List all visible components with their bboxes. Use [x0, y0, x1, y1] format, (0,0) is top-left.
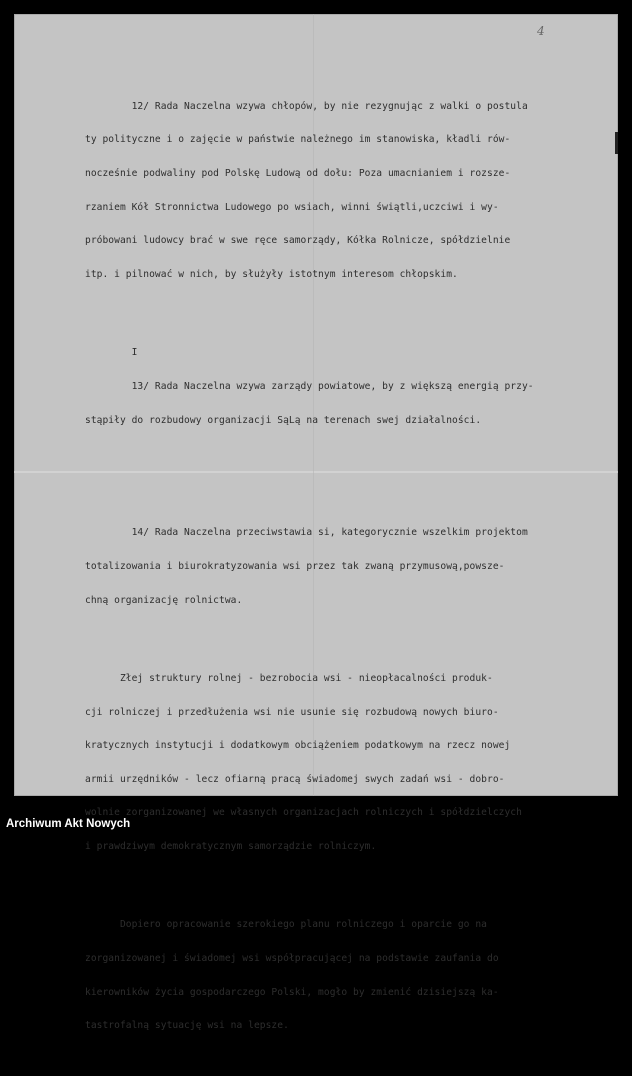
- archive-name: Archiwum Akt Nowych: [6, 818, 131, 830]
- text-line: nocześnie podwaliny pod Polskę Ludową od dołu: Poza umacnianiem i rozsze-: [85, 168, 511, 180]
- text-line: rzaniem Kół Stronnictwa Ludowego po wsiach, winni świątli,uczciwi i wy-: [85, 201, 499, 213]
- text-line: 13/ Rada Naczelna wzywa zarządy powiatowe, by z większą energią przy-: [85, 380, 534, 392]
- text-line: kratycznych instytucji i dodatkowym obciążeniem podatkowym na rzecz nowej: [85, 740, 511, 752]
- text-line: 12/ Rada Naczelna wzywa chłopów, by nie rezygnując z walki o postula: [85, 100, 528, 112]
- text-line: chną organizację rolnictwa.: [85, 594, 243, 606]
- text-line: 14/ Rada Naczelna przeciwstawia si, kategorycznie wszelkim projektom: [85, 527, 528, 539]
- text-line: wolnie zorganizowanej we własnych organizacjach rolniczych i spółdzielczych: [85, 807, 522, 819]
- paragraph-14: [85, 505, 615, 628]
- typewritten-text: [85, 56, 615, 1076]
- text-line: ty polityczne i o zajęcie w państwie należnego im stanowiska, kładli rów-: [85, 134, 511, 146]
- archive-footer: [0, 812, 632, 840]
- paper-edge-mark: [615, 132, 618, 154]
- text-line: i prawdziwym demokratycznym samorządzie rolniczym.: [85, 841, 377, 853]
- text-line: stąpiły do rozbudowy organizacji SąLą na terenach swej działalności.: [85, 414, 482, 426]
- paragraph-12: [85, 78, 615, 302]
- text-line: Złej struktury rolnej - bezrobocia wsi - nieopłacalności produk-: [85, 672, 493, 684]
- paragraph-14-plan: [85, 897, 615, 1054]
- text-line: próbowani ludowcy brać w swe ręce samorządy, Kółka Rolnicze, spółdzielnie: [85, 235, 511, 247]
- text-line: I: [85, 347, 138, 359]
- text-line: cji rolniczej i przedłużenia wsi nie usunie się rozbudową nowych biuro-: [85, 706, 499, 718]
- paragraph-gap: [85, 471, 615, 483]
- text-line: zorganizowanej i świadomej wsi współpracującej na podstawie zaufania do: [85, 953, 499, 965]
- text-line: kierowników życia gospodarczego Polski, mogło by zmienić dzisiejszą ka-: [85, 986, 499, 998]
- text-line: totalizowania i biurokratyzowania wsi przez tak zwaną przymusową,powsze-: [85, 560, 505, 572]
- page-number: 4: [537, 24, 545, 38]
- paragraph-14-structure: [85, 651, 615, 875]
- text-line: tastrofalną sytuację wsi na lepsze.: [85, 1020, 289, 1032]
- text-line: itp. i pilnować w nich, by służyły istotnym interesom chłopskim.: [85, 268, 458, 280]
- paragraph-13: [85, 325, 615, 448]
- text-line: armii urzędników - lecz ofiarną pracą świadomej swych zadań wsi - dobro-: [85, 773, 505, 785]
- text-line: Dopiero opracowanie szerokiego planu rolniczego i oparcie go na: [85, 919, 487, 931]
